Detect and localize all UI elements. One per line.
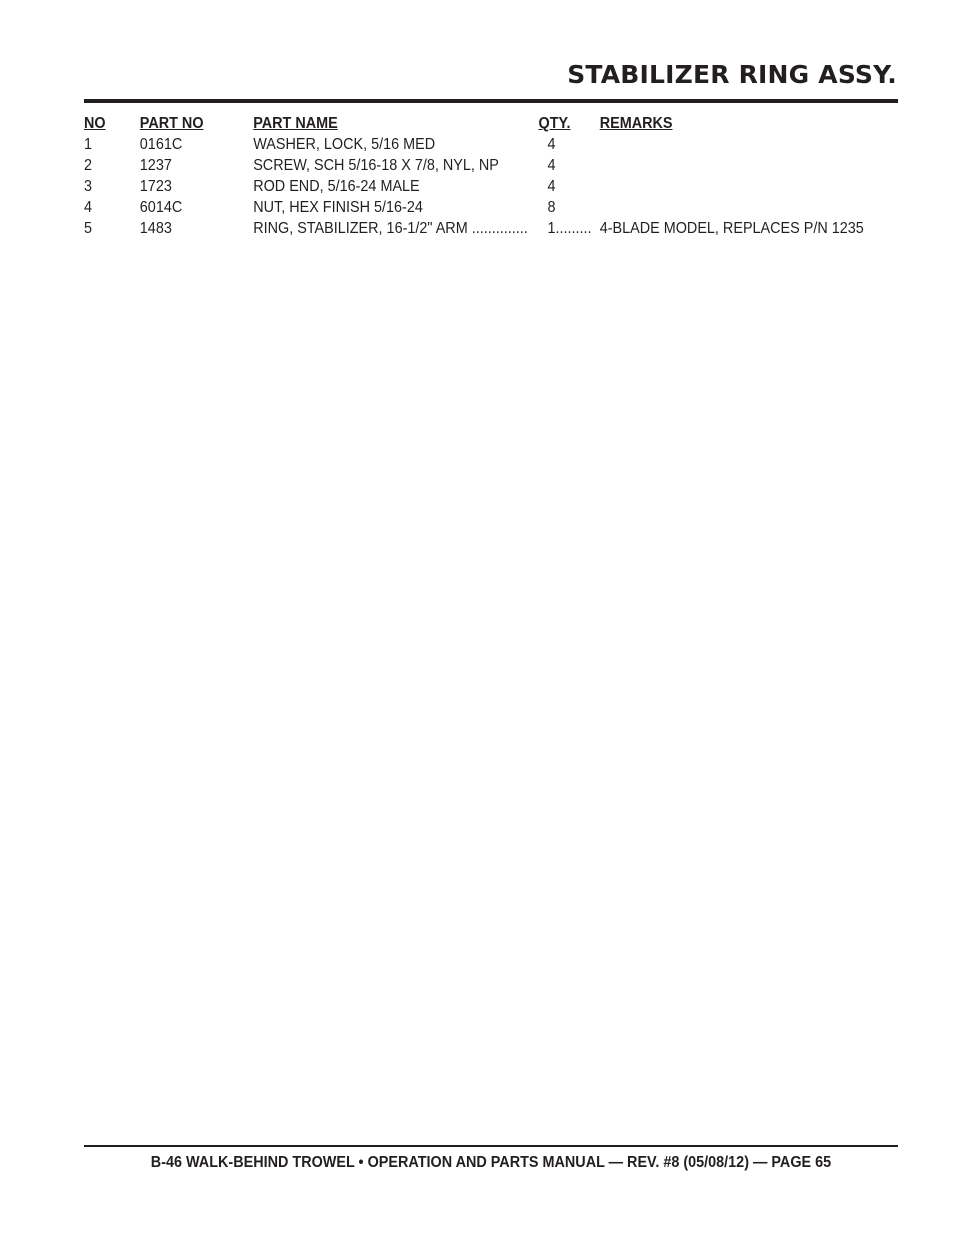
column-header-part-name: PART NAME — [253, 115, 338, 132]
parts-table — [84, 113, 864, 239]
item-number: 5 — [84, 220, 93, 237]
item-number: 2 — [84, 157, 93, 174]
part-name-with-leader — [253, 218, 528, 239]
table-header-row — [84, 113, 817, 134]
item-number: 1 — [84, 136, 93, 153]
footer-text: B-46 WALK-BEHIND TROWEL • OPERATION AND PARTS MANUAL — REV. #8 (05/08/12) — PAGE 65 — [150, 1154, 832, 1171]
dot-leader: ......... — [555, 220, 592, 237]
column-header-no: NO — [84, 115, 106, 132]
part-name: WASHER, LOCK, 5/16 MED — [253, 136, 436, 153]
footer-divider — [84, 1145, 898, 1147]
title-divider — [84, 99, 898, 103]
part-name: NUT, HEX FINISH 5/16-24 — [253, 199, 423, 216]
quantity: 1 — [547, 220, 556, 237]
quantity: 8 — [547, 199, 556, 216]
column-header-part-no: PART NO — [139, 115, 204, 132]
part-number: 1483 — [139, 220, 172, 237]
part-number: 1237 — [139, 157, 172, 174]
quantity: 4 — [547, 136, 556, 153]
remarks: 4-BLADE MODEL, REPLACES P/N 1235 — [599, 220, 864, 237]
table-row — [84, 176, 817, 197]
dot-leader: .............. — [471, 220, 528, 237]
part-number: 1723 — [139, 178, 172, 195]
item-number: 4 — [84, 199, 93, 216]
quantity-with-leader — [548, 218, 592, 239]
quantity: 4 — [547, 178, 556, 195]
part-name: ROD END, 5/16-24 MALE — [253, 178, 420, 195]
part-name: RING, STABILIZER, 16-1/2" ARM — [253, 220, 468, 237]
column-header-qty: QTY. — [538, 115, 571, 132]
table-row — [84, 134, 817, 155]
column-header-remarks: REMARKS — [599, 115, 673, 132]
item-number: 3 — [84, 178, 93, 195]
table-row — [84, 155, 817, 176]
part-number: 6014C — [139, 199, 183, 216]
part-name: SCREW, SCH 5/16-18 X 7/8, NYL, NP — [253, 157, 499, 174]
table-row — [84, 218, 864, 239]
table-row — [84, 197, 817, 218]
part-number: 0161C — [139, 136, 183, 153]
page-title: STABILIZER RING ASSY. — [567, 60, 897, 89]
page-footer — [84, 1154, 898, 1172]
quantity: 4 — [547, 157, 556, 174]
